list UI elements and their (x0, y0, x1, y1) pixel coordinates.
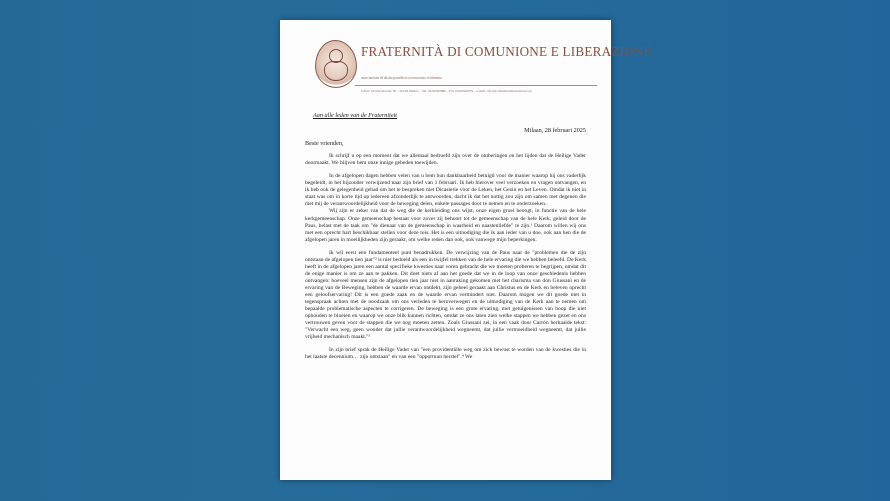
organization-subtitle: associazione di diritto pontificio riconosciuta civilmente (361, 76, 442, 80)
letter-date: Milaan, 28 februari 2025 (524, 127, 586, 135)
letterhead-divider (355, 85, 597, 86)
paragraph-3: Wij zijn er zeker van dat de weg die de kerkleiding ons wijst, onze eigen groei beoogt, in functie van de hele kerkgemeenschap. Onze gemeenschap bestaat voor zover zij behoort tot de gemeenschap van de hele Kerk, geleid door de Paus, belast met de taak om "de dienaar van de gemeenschap in waarheid en naastenliefde" te zijn.¹ Daarom willen wij ons met een oprecht hart beschikbaar stellen voor deze reis. Het is een uitnodiging die ik aan ieder van u doe, ook aan hen die de afgelopen jaren in moeilijkheden zijn geraakt, om welke reden dan ook, ook vanwege mijn beperkingen. (305, 208, 586, 243)
paragraph-1: Ik schrijf u op een moment dat we allemaal bedroefd zijn over de ontberingen en het lijden dat de Heilige Vader doormaakt. We blijven hem onze innige gebeden toewijden. (305, 153, 586, 167)
logo-body-detail (324, 61, 348, 81)
organization-logo-icon (315, 40, 357, 88)
organization-address: Uffici: Via De Notaris, 50 – 20128 Milano – Tel. 02/66595880 – Fax 02/66594079 – e-mail: clfra@comunioneliberazione.org (361, 89, 532, 93)
paragraph-5: In zijn brief sprak de Heilige Vader van "een providentiële weg om zich bewust te worden van de kwesties die in het laatste decennium… zijn ontstaan" en van een "opportuun herstel".⁴ We (305, 347, 586, 361)
greeting: Beste vrienden, (305, 140, 344, 148)
letter-page (280, 20, 652, 480)
addressee: Aan alle leden van de Fraterniteit (313, 112, 398, 119)
paragraph-4: Ik wil eerst een fundamenteel punt benadrukken. De verwijzing van de Paus naar de "problemen die de zijn ontstaan de afgelopen tien jaar"² is niet bedoeld als een in twijfel trekken van de hele ervaring die we hebben beleefd. De Kerk heeft in de afgelopen jaren een aantal specifieke kwesties naar voren gebracht die we moeten proberen te begrijpen, omdat dit de enige manier is om ze aan te pakken. Dit doet niets af aan het goede dat we in de loop van onze geschiedenis hebben ontvangen: hoeveel mensen zijn de afgelopen tien jaar niet in aanraking gekomen met het charisma van don Giussani en de ervaring van de Beweging, hebben de waarde ervan ontdekt, zijn geheel geraakt aan Christus en de Kerk en beleven oprecht een geloofservaring! Dit is een goede zaak en de waarde ervan vermindert niet. Daarom mogen we dit goede niet in tegenspraak achten met de noodzaak om ons verleden te heroverwegen en de uitnodiging van de Kerk aan te nemen om bepaalde problematische aspecten te corrigeren. De beweging is een grote ervaring, met getuigenissen van hoop die niet ophouden te bloeien en waarop we onze blik kunnen richten, omdat ze ons laten zien welke stappen we hebben gezet en ons vertrouwen geven voor de stappen die we nog moeten zetten. Zoals Giussani zei, in een vaak door Carrón herhaalde tekst: "Verwacht een weg, geen wonder dat jullie verantwoordelijkheid wegneemt, dat jullie vermoeidheid wegneemt, dat jullie vrijheid mechanisch maakt."³ (305, 249, 587, 341)
paragraph-2: In de afgelopen dagen hebben velen van u hem hun dankbaarheid betuigd voor de manier waarop hij ons vaderlijk begeleidt, in het bijzonder verwijzend naar zijn brief van 1 februari. Ik heb hierover veel verzoeken en vragen ontvangen, en ik heb ook de gelegenheid gehad om het te bespreken met Dicasterie voor de Leken, het Gezin en het Leven. Omdat ik niet in staat was om in korte tijd op iedereen afzonderlijk te antwoorden, dacht ik dat het nuttig zou zijn om samen met degenen die met mij de verantwoordelijkheid voor de beweging delen, enkele passages door te nemen en te onderzoeken. (305, 173, 586, 208)
organization-name: FRATERNITÀ DI COMUNIONE E LIBERAZIONE (361, 44, 652, 59)
letter-body (305, 112, 586, 361)
